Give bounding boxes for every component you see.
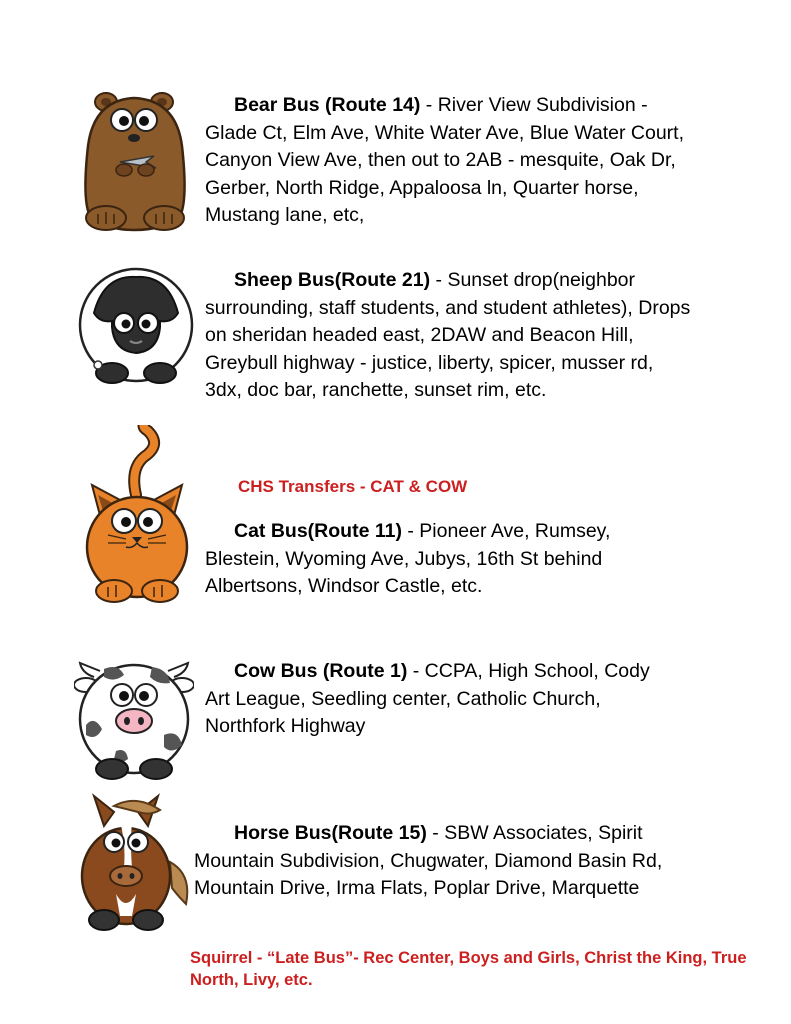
route-bear-paragraph [205, 92, 705, 230]
route-stops: - CCPA, High School, Cody Art League, Seedling center, Catholic Church, Northfork Highway [205, 660, 650, 737]
route-title: Horse Bus(Route 15) [234, 822, 427, 844]
route-stops: - Pioneer Ave, Rumsey, Blestein, Wyoming Ave, Jubys, 16th St behind Albertsons, Windsor Castle, etc. [205, 520, 611, 597]
cow-icon [74, 655, 194, 781]
route-sheep-paragraph [205, 267, 695, 405]
bear-icon [76, 90, 196, 232]
transfers-notice: CHS Transfers - CAT & COW [238, 477, 468, 496]
route-title: Cow Bus (Route 1) [234, 660, 408, 682]
sheep-icon [76, 265, 196, 387]
route-cow-paragraph [205, 658, 675, 741]
route-stops: - SBW Associates, Spirit Mountain Subdivision, Chugwater, Diamond Basin Rd, Mountain Drive, Irma Flats, Poplar Drive, Marquette [194, 822, 663, 899]
cat-icon [78, 425, 196, 603]
horse-icon [74, 792, 194, 934]
route-cat-paragraph [205, 518, 655, 601]
route-title: Sheep Bus(Route 21) [234, 269, 431, 291]
route-title: Cat Bus(Route 11) [234, 520, 402, 542]
late-bus-notice: Squirrel - “Late Bus”- Rec Center, Boys and Girls, Christ the King, True North, Livy, etc. [190, 949, 747, 989]
route-stops: - River View Subdivision - Glade Ct, Elm Ave, White Water Ave, Blue Water Court, Canyon View Ave, then out to 2AB - mesquite, Oak Dr, Gerber, North Ridge, Appaloosa ln, Quarter horse, Mustang lane, etc, [205, 94, 685, 226]
route-stops: - Sunset drop(neighbor surrounding, staff students, and student athletes), Drops on sheridan headed east, 2DAW and Beacon Hill, Greybull highway - justice, liberty, spicer, musser rd, 3dx, doc bar, ranchette, sunset rim, etc. [205, 269, 691, 401]
route-horse-paragraph [194, 820, 704, 903]
route-title: Bear Bus (Route 14) [234, 94, 421, 116]
